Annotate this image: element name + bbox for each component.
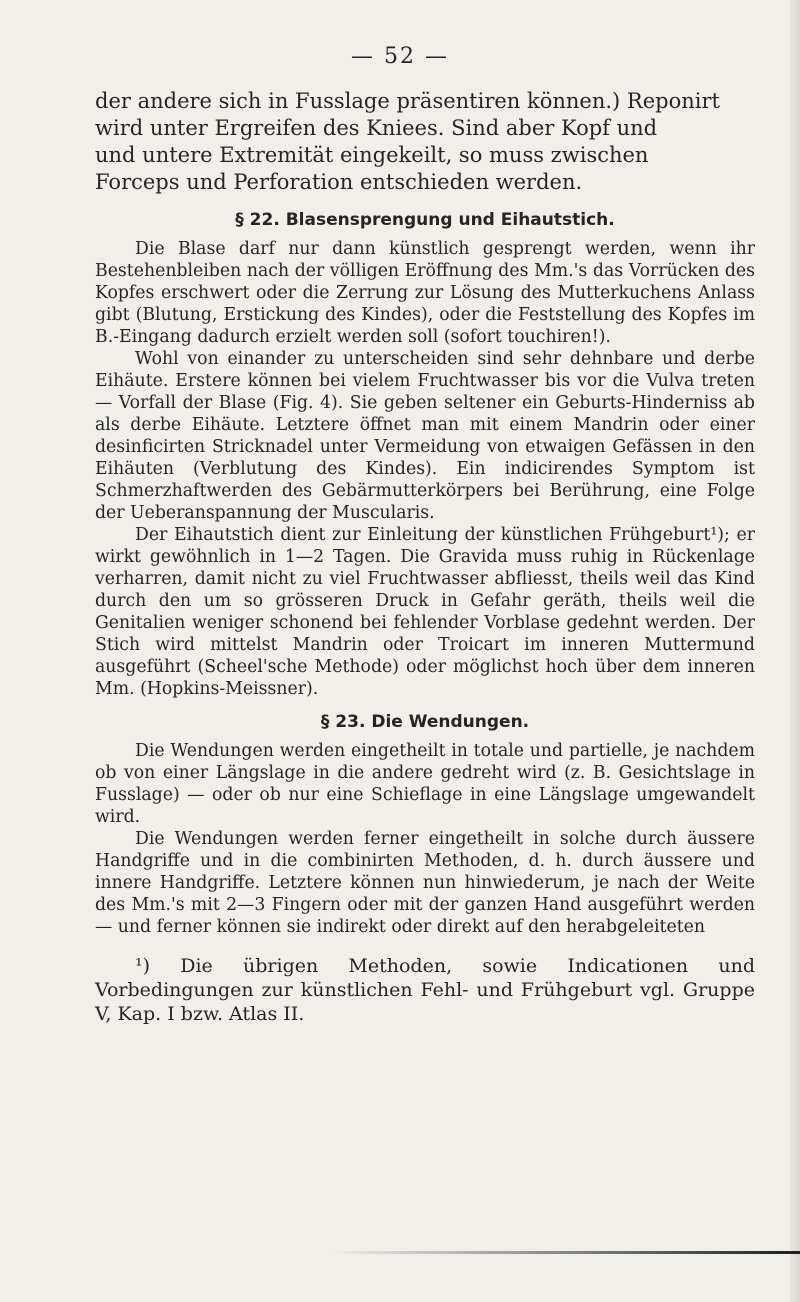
paragraph: Wohl von einander zu unterscheiden sind sehr dehnbare und derbe Eihäute. Erstere können bei vielem Fruchtwasser bis vor die Vulva treten — Vorfall der Blase (Fig. 4). Sie geben seltener ein Geburts-Hinderniss ab als derbe Eihäute. Letztere öffnet man mit einem Mandrin oder einer desinficirten Stricknadel unter Vermeidung von etwaigen Gefässen in den Eihäuten (Verblutung des Kindes). Ein indicirendes Symptom ist Schmerzhaftwerden des Gebärmutterkörpers bei Berührung, eine Folge der Ueberanspannung der Muscularis. xyxy=(95,349,755,523)
section-22-body xyxy=(95,238,755,700)
section-heading-22: § 22. Blasensprengung und Eihautstich. xyxy=(235,210,615,230)
section-23-body xyxy=(95,740,755,938)
page-number: — 52 — xyxy=(351,44,449,69)
paragraph: Die Blase darf nur dann künstlich gesprengt werden, wenn ihr Bestehenbleiben nach der völligen Eröffnung des Mm.'s das Vorrücken des Kopfes erschwert oder die Zerrung zur Lösung des Mutterkuchens Anlass gibt (Blutung, Erstickung des Kindes), oder die Feststellung des Kopfes im B.-Eingang dadurch erzielt werden soll (sofort touchiren!). xyxy=(95,239,755,347)
intro-line: und untere Extremität eingekeilt, so muss zwischen xyxy=(95,143,649,167)
page-bottom-shadow xyxy=(330,1251,800,1254)
intro-line: Forceps und Perforation entschieden werden. xyxy=(95,170,583,194)
paragraph: Der Eihautstich dient zur Einleitung der künstlichen Frühgeburt¹); er wirkt gewöhnlich in 1—2 Tagen. Die Gravida muss ruhig in Rückenlage verharren, damit nicht zu viel Fruchtwasser abfliesst, theils weil das Kind durch den um so grösseren Druck in Gefahr geräth, theils weil die Genitalien weniger schonend bei fehlender Vorblase gedehnt werden. Der Stich wird mittelst Mandrin oder Troicart im inneren Muttermund ausgeführt (Scheel'sche Methode) oder möglichst hoch über dem inneren Mm. (Hopkins-Meissner). xyxy=(95,525,755,699)
intro-line: der andere sich in Fusslage präsentiren können.) Reponirt xyxy=(95,89,720,113)
page-text xyxy=(95,88,755,1026)
footnote xyxy=(95,954,755,1026)
intro-line: wird unter Ergreifen des Kniees. Sind aber Kopf und xyxy=(95,116,658,140)
footnote-text: ¹) Die übrigen Methoden, sowie Indicationen und Vorbedingungen zur künstlichen Fehl- und Frühgeburt vgl. Gruppe V, Kap. I bzw. Atlas II. xyxy=(95,955,755,1025)
intro-paragraph xyxy=(95,88,755,196)
paragraph: Die Wendungen werden ferner eingetheilt in solche durch äussere Handgriffe und in die combinirten Methoden, d. h. durch äussere und innere Handgriffe. Letztere können nun hinwiederum, je nach der Weite des Mm.'s mit 2—3 Fingern oder mit der ganzen Hand ausgeführt werden — und ferner können sie indirekt oder direkt auf den herabgeleiteten xyxy=(95,829,755,937)
section-heading-23: § 23. Die Wendungen. xyxy=(320,712,530,732)
paragraph: Die Wendungen werden eingetheilt in totale und partielle, je nachdem ob von einer Längslage in die andere gedreht wird (z. B. Gesichtslage in Fusslage) — oder ob nur eine Schieflage in eine Längslage umgewandelt wird. xyxy=(95,741,755,827)
page-edge-shadow xyxy=(790,0,800,1302)
